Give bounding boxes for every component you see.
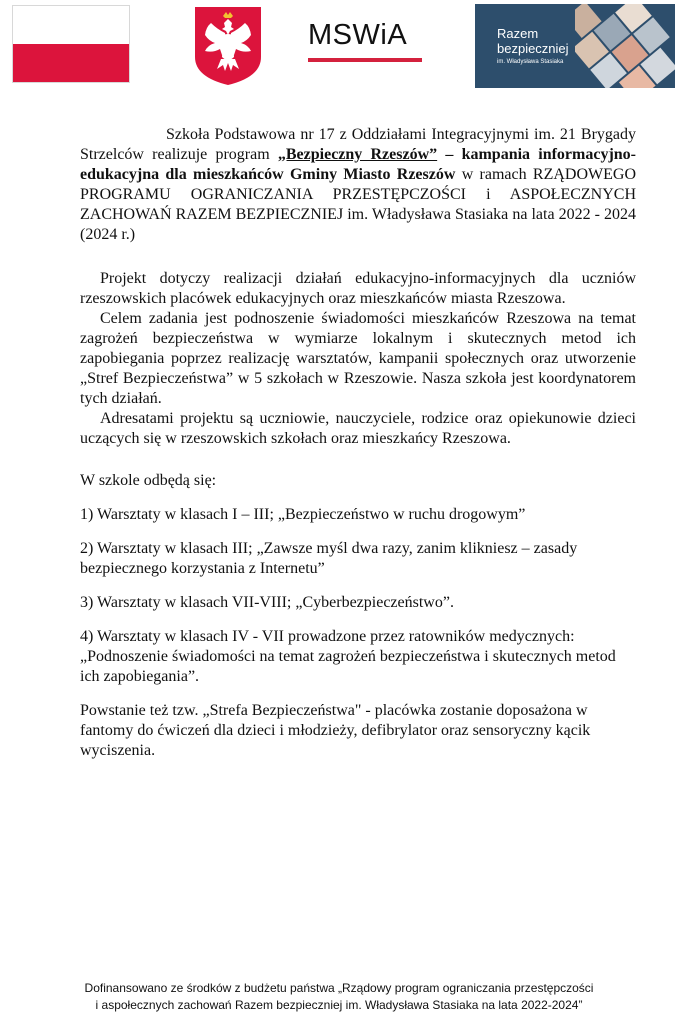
paragraph-goal: Celem zadania jest podnoszenie świadomości mieszkańców Rzeszowa na temat zagrożeń bezpieczeństwa w wymiarze lokalnym i skutecznych metod ich zapobiegania poprzez realizację warsztatów, kampanii społecznych oraz utworzenie „Stref Bezpieczeństwa” w 5 szkołach w Rzeszowie. Nasza szkoła jest koordynatorem tych działań. (80, 310, 636, 407)
intro-part3: w ramach RZĄDOWEGO PROGRAMU OGRANICZANIA PRZESTĘPCZOŚCI i ASPOŁECZNYCH ZACHOWAŃ RAZEM BEZPIECZNIEJ im. Władysława Stasiaka na lata 2022 - 2024 (2024 r.) (80, 166, 637, 243)
polish-flag-icon (12, 5, 130, 83)
razem-pattern-icon (575, 4, 675, 88)
intro-part1: Szkoła Podstawowa nr 17 z Oddziałami Integracyjnymi im. 21 Brygady Strzelców realizuje program (80, 126, 636, 163)
list-item: 2) Warsztaty w klasach III; „Zawsze myśl dwa razy, zanim klikniesz – zasady bezpiecznego korzystania z Internetu” (80, 540, 578, 577)
footer-line2: i aspołecznych zachowań Razem bezpieczniej im. Władysława Stasiaka na lata 2022-2024” (95, 998, 583, 1012)
paragraph-project: Projekt dotyczy realizacji działań edukacyjno-informacyjnych dla uczniów rzeszowskich placówek edukacyjnych oraz mieszkańców miasta Rzeszowa. (80, 270, 636, 307)
razem-logo-title (497, 26, 577, 56)
funding-footer (0, 980, 678, 1014)
razem-logo-line1: Razem (497, 26, 539, 41)
paragraph-audience: Adresatami projektu są uczniowie, nauczyciele, rodzice oraz opiekunowie dzieci uczących się w rzeszowskich szkołach oraz mieszkańcy Rzeszowa. (80, 410, 636, 447)
list-item: 3) Warsztaty w klasach VII-VIII; „Cyberbezpieczeństwo”. (80, 594, 454, 611)
list-heading: W szkole odbędą się: (80, 472, 217, 489)
program-name: „Bezpieczny Rzeszów” (277, 146, 438, 163)
mswia-stripe (308, 58, 422, 62)
razem-bezpieczniej-logo (475, 4, 675, 88)
document-body (80, 125, 636, 761)
list-item: 1) Warsztaty w klasach I – III; „Bezpieczeństwo w ruchu drogowym” (80, 506, 526, 523)
list-item: 4) Warsztaty w klasach IV - VII prowadzone przez ratowników medycznych: „Podnoszenie świadomości na temat zagrożeń bezpieczeństwa i skutecznych metod ich zapobiegania”. (80, 628, 616, 685)
mswia-logo (308, 18, 422, 78)
polish-eagle-emblem-icon (193, 5, 263, 87)
razem-logo-subtitle: im. Władysława Stasiaka (497, 59, 564, 65)
mswia-logo-text: MSWiA (308, 19, 408, 51)
razem-logo-line2: bezpieczniej (497, 41, 569, 56)
footer-line1: Dofinansowano ze środków z budżetu państwa „Rządowy program ograniczania przestępczości (84, 981, 594, 995)
closing-paragraph: Powstanie też tzw. „Strefa Bezpieczeństwa" - placówka zostanie doposażona w fantomy do ćwiczeń dla dzieci i młodzieży, defibrylator oraz sensoryczny kącik wyciszenia. (80, 702, 591, 759)
logo-bar (0, 0, 678, 95)
intro-campaign: – kampania informacyjno-edukacyjna dla mieszkańców Gminy Miasto Rzeszów (80, 146, 637, 183)
intro-paragraph (80, 125, 636, 245)
